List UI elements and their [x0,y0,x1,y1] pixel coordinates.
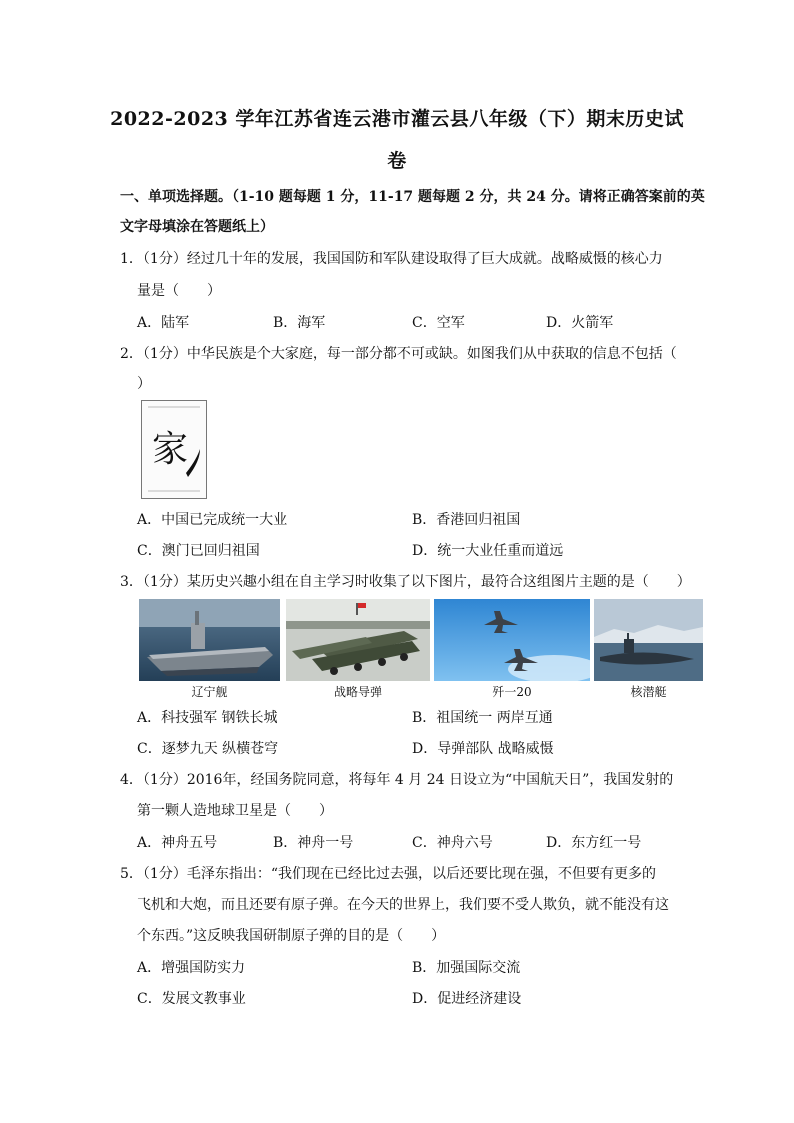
q2-stem-line1: 2．（1分）中华民族是个大家庭，每一部分都不可或缺。如图我们从中获取的信息不包括（ [120,346,677,362]
q4-option-d[interactable]: D．东方红一号 [546,835,642,851]
q4-stem-line1: 4．（1分）2016年，经国务院同意，将每年 4 月 24 日设立为“中国航天日”，我国发射的 [120,772,674,788]
j20-illustration [434,599,590,681]
q3-option-a[interactable]: A．科技强军 钢铁长城 [137,710,278,726]
caption-strategic-missile: 战略导弹 [333,685,382,699]
strategic-missile-photo [286,599,430,681]
q2-stem-line2: ） [137,376,151,392]
q5-option-a[interactable]: A．增强国防实力 [137,960,246,976]
exam-title-line1: 2022-2023 学年江苏省连云港市灌云县八年级（下）期末历史试 [110,108,684,130]
q2-option-a[interactable]: A．中国已完成统一大业 [137,512,288,528]
q4-option-a[interactable]: A．神舟五号 [137,835,218,851]
q5-option-c[interactable]: C．发展文教事业 [137,991,246,1007]
jia-character-image [141,400,207,499]
caption-liaoning: 辽宁舰 [191,685,228,699]
q1-option-b[interactable]: B．海军 [273,315,326,331]
jia-artwork [142,401,206,498]
q1-option-d[interactable]: D．火箭军 [546,315,614,331]
carrier-illustration [139,599,280,681]
brush-stroke-dot [186,449,200,477]
q3-option-d[interactable]: D．导弹部队 战略威慑 [412,741,554,757]
q5-stem-line1: 5．（1分）毛泽东指出：“我们现在已经比过去强，以后还要比现在强，不但要有更多的 [120,866,656,882]
q1-stem-line1: 1．（1分）经过几十年的发展，我国国防和军队建设取得了巨大成就。战略威慑的核心力 [120,251,663,267]
section-heading-line1: 一、单项选择题。（1-10 题每题 1 分，11-17 题每题 2 分，共 24 分。请将正确答案前的英 [120,189,705,205]
q5-option-d[interactable]: D．促进经济建设 [412,991,522,1007]
jia-character-text: 家 [151,429,189,470]
j20-fighter-photo [434,599,590,681]
q5-stem-line3: 个东西。”这反映我国研制原子弹的目的是（ ） [137,928,446,944]
nuclear-submarine-photo [594,599,703,681]
q3-option-c[interactable]: C．逐梦九天 纵横苍穹 [137,741,279,757]
q2-option-c[interactable]: C．澳门已回归祖国 [137,543,260,559]
q3-option-b[interactable]: B．祖国统一 两岸互通 [412,710,553,726]
q3-stem-line1: 3．（1分）某历史兴趣小组在自主学习时收集了以下图片，最符合这组图片主题的是（ ） [120,574,691,590]
q1-option-a[interactable]: A．陆军 [137,315,190,331]
caption-j20: 歼一20 [492,685,532,699]
liaoning-carrier-photo [139,599,280,681]
q4-stem-line2: 第一颗人造地球卫星是（ ） [137,803,333,819]
section-heading-line2: 文字母填涂在答题纸上） [120,219,274,235]
submarine-illustration [594,599,703,681]
exam-title-line2: 卷 [387,150,407,172]
q2-option-d[interactable]: D．统一大业任重而道远 [412,543,564,559]
q2-option-b[interactable]: B．香港回归祖国 [412,512,521,528]
q4-option-b[interactable]: B．神舟一号 [273,835,354,851]
q5-option-b[interactable]: B．加强国际交流 [412,960,521,976]
q4-option-c[interactable]: C．神舟六号 [412,835,493,851]
q1-stem-line2: 量是（ ） [137,283,221,299]
q5-stem-line2: 飞机和大炮，而且还要有原子弹。在今天的世界上，我们要不受人欺负，就不能没有这 [137,897,669,913]
q1-option-c[interactable]: C．空军 [412,315,465,331]
caption-submarine: 核潜艇 [630,685,667,699]
missile-illustration [286,599,430,681]
